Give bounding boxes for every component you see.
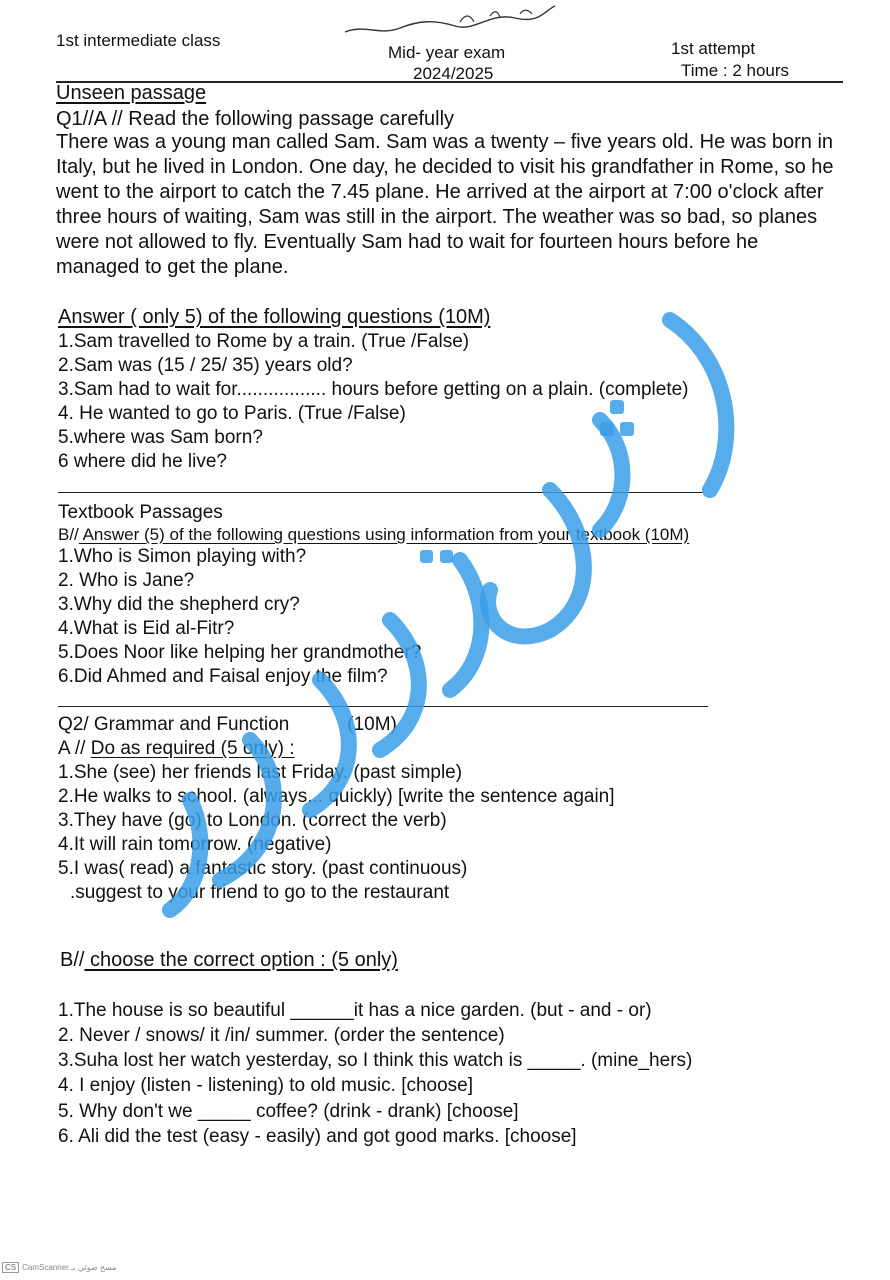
scanner-text: CamScanner مسح ضوئي بـ: [22, 1263, 117, 1272]
question-5: 5.where was Sam born?: [58, 427, 263, 448]
section-divider-1: [58, 492, 703, 493]
grammar-b-question-5: 5. Why don't we _____ coffee? (drink - drank) [choose]: [58, 1101, 519, 1122]
question-6: 6 where did he live?: [58, 451, 227, 472]
textbook-instruction: [58, 525, 689, 545]
unseen-passage-heading: Unseen passage: [56, 82, 207, 104]
question-3: 3.Sam had to wait for................. hours before getting on a plain. (complete): [58, 379, 689, 400]
grammar-a-question-4: 4.It will rain tomorrow. (negative): [58, 834, 332, 855]
exam-year: 2024/2025: [413, 64, 494, 83]
class-label: 1st intermediate class: [56, 31, 221, 50]
grammar-heading-text: Q2/ Grammar and Function: [58, 714, 290, 735]
section-divider-2: [58, 706, 708, 707]
grammar-a-question-1: 1.She (see) her friends last Friday. (past simple): [58, 762, 463, 783]
part-b-label: [60, 949, 398, 972]
question-4: 4. He wanted to go to Paris. (True /False): [58, 403, 406, 424]
question-1: 1.Sam travelled to Rome by a train. (True /False): [58, 331, 470, 352]
grammar-b-question-2: 2. Never / snows/ it /in/ summer. (order the sentence): [58, 1025, 505, 1046]
attempt-label: 1st attempt: [671, 39, 756, 58]
grammar-marks: (10M): [347, 714, 397, 735]
grammar-a-question-6: .suggest to your friend to go to the restaurant: [70, 882, 450, 903]
q1-instruction: Q1//A // Read the following passage carefully: [56, 108, 455, 130]
reading-passage: [56, 130, 846, 280]
time-label: Time : 2 hours: [681, 61, 790, 80]
part-b-instruction: choose the correct option : (5 only): [84, 949, 398, 971]
grammar-b-question-1: 1.The house is so beautiful ______it has a nice garden. (but - and - or): [58, 1000, 652, 1021]
grammar-heading: [58, 714, 397, 736]
grammar-a-question-5: 5.I was( read) a fantastic story. (past continuous): [58, 858, 468, 879]
textbook-instruction-prefix: B//: [58, 525, 79, 544]
part-b-prefix: B//: [60, 949, 85, 971]
grammar-a-question-3: 3.They have (go) to London. (correct the verb): [58, 810, 447, 831]
textbook-question-2: 2. Who is Jane?: [58, 570, 195, 591]
part-a-label: [58, 738, 295, 760]
exam-title: Mid- year exam: [388, 43, 506, 62]
grammar-a-question-2: 2.He walks to school. (always... quickly) [write the sentence again]: [58, 786, 615, 807]
passage-text: There was a young man called Sam. Sam was a twenty – five years old. He was born in Italy, but he lived in London. One day, he decided to visit his grandfather in Rome, so he went to the airport to catch the 7.45 plane. He arrived at the airport at 7:00 o'clock after three hours of waiting, Sam was still in the airport. The weather was so bad, so planes were not allowed to fly. Eventually Sam had to wait for fourteen hours before he managed to get the plane.: [56, 131, 834, 278]
textbook-question-3: 3.Why did the shepherd cry?: [58, 594, 300, 615]
part-a-prefix: A //: [58, 738, 86, 759]
textbook-question-4: 4.What is Eid al-Fitr?: [58, 618, 235, 639]
answer-heading: Answer ( only 5) of the following questions (10M): [58, 306, 491, 328]
textbook-question-6: 6.Did Ahmed and Faisal enjoy the film?: [58, 666, 388, 687]
grammar-b-question-3: 3.Suha lost her watch yesterday, so I think this watch is _____. (mine_hers): [58, 1050, 693, 1071]
question-2: 2.Sam was (15 / 25/ 35) years old?: [58, 355, 353, 376]
textbook-question-5: 5.Does Noor like helping her grandmother?: [58, 642, 422, 663]
grammar-b-question-4: 4. I enjoy (listen - listening) to old music. [choose]: [58, 1075, 474, 1096]
scanner-logo: [2, 1262, 116, 1273]
textbook-heading: Textbook Passages: [58, 502, 223, 523]
part-a-instruction: Do as required (5 only) :: [90, 738, 295, 759]
textbook-instruction-text: Answer (5) of the following questions using information from your textbook (10M): [78, 525, 690, 544]
grammar-b-question-6: 6. Ali did the test (easy - easily) and got good marks. [choose]: [58, 1126, 577, 1147]
scanner-badge: CS: [2, 1262, 19, 1273]
handwritten-note: [340, 2, 560, 42]
textbook-question-1: 1.Who is Simon playing with?: [58, 546, 307, 567]
